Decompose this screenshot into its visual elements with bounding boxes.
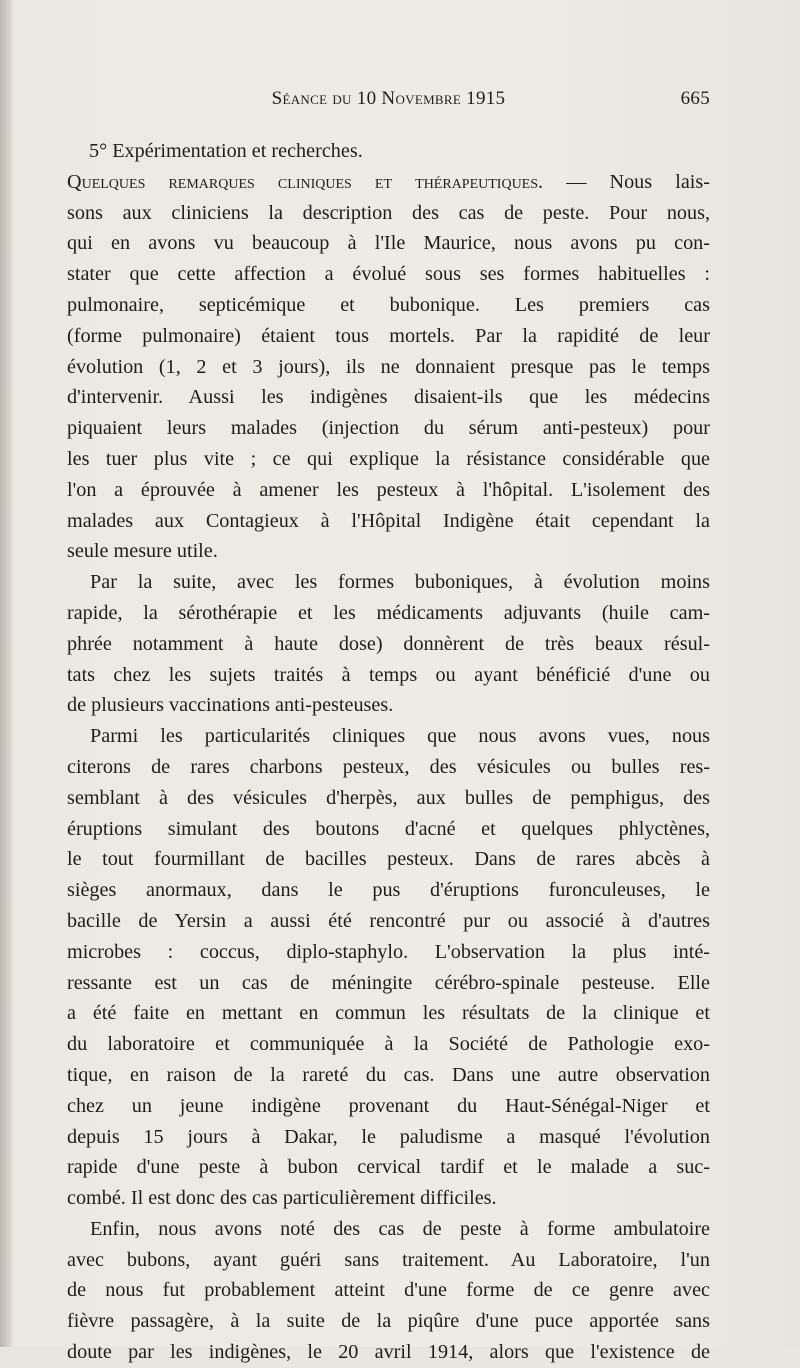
text-line: pulmonaire, septicémique et bubonique. Les premiers cas bbox=[67, 293, 710, 316]
text-line: malades aux Contagieux à l'Hôpital Indigène était cependant la bbox=[67, 509, 710, 532]
running-head bbox=[67, 88, 710, 118]
text-line: tats chez les sujets traités à temps ou ayant bénéficié d'une ou bbox=[67, 663, 710, 686]
text-line: ressante est un cas de méningite cérébro-spinale pesteuse. Elle bbox=[67, 971, 710, 994]
text-line: fièvre passagère, à la suite de la piqûre d'une puce apportée sans bbox=[67, 1310, 710, 1333]
text-line: stater que cette affection a évolué sous ses formes habituelles : bbox=[67, 263, 710, 286]
text-line: avec bubons, ayant guéri sans traitement. Au Laboratoire, l'un bbox=[67, 1248, 710, 1271]
page-number: 665 bbox=[680, 88, 710, 109]
binding-shadow bbox=[0, 0, 14, 1347]
text-line: évolution (1, 2 et 3 jours), ils ne donnaient presque pas le temps bbox=[67, 355, 710, 378]
text-line: combé. Il est donc des cas particulièrement difficiles. bbox=[67, 1187, 497, 1210]
text-line: sons aux cliniciens la description des cas de peste. Pour nous, bbox=[67, 201, 710, 224]
text-line: bacille de Yersin a aussi été rencontré pur ou associé à d'autres bbox=[67, 909, 710, 932]
text-line: depuis 15 jours à Dakar, le paludisme a masqué l'évolution bbox=[67, 1125, 710, 1148]
text-line: de nous fut probablement atteint d'une forme de ce genre avec bbox=[67, 1279, 710, 1302]
text-line: rapide, la sérothérapie et les médicaments adjuvants (huile cam- bbox=[67, 601, 710, 624]
subheading-lead: Quelques remarques cliniques et thérapeutiques. bbox=[67, 170, 544, 193]
text-line: doute par les indigènes, le 20 avril 1914, alors que l'existence de bbox=[67, 1341, 710, 1364]
text-line: du laboratoire et communiquée à la Société de Pathologie exo- bbox=[67, 1033, 710, 1056]
section-heading: 5° Expérimentation et recherches. bbox=[89, 140, 363, 162]
text-line: Enfin, nous avons noté des cas de peste à forme ambulatoire bbox=[90, 1217, 710, 1240]
text-line: Parmi les particularités cliniques que nous avons vues, nous bbox=[90, 725, 710, 748]
text-line: (forme pulmonaire) étaient tous mortels. Par la rapidité de leur bbox=[67, 324, 710, 347]
text-block bbox=[67, 136, 710, 1368]
text-line: d'intervenir. Aussi les indigènes disaient-ils que les médecins bbox=[67, 386, 710, 409]
text-line: chez un jeune indigène provenant du Haut-Sénégal-Niger et bbox=[67, 1094, 710, 1117]
text-line: phrée notamment à haute dose) donnèrent de très beaux résul- bbox=[67, 632, 710, 655]
text-line: seule mesure utile. bbox=[67, 540, 218, 563]
text-line: Par la suite, avec les formes buboniques, à évolution moins bbox=[90, 571, 710, 594]
text-line: piquaient leurs malades (injection du sérum anti-pesteux) pour bbox=[67, 417, 710, 440]
text-line: sièges anormaux, dans le pus d'éruptions furonculeuses, le bbox=[67, 879, 710, 902]
text-line: éruptions simulant des boutons d'acné et quelques phlyctènes, bbox=[67, 817, 710, 840]
text-line: a été faite en mettant en commun les résultats de la clinique et bbox=[67, 1002, 710, 1025]
text-line: semblant à des vésicules d'herpès, aux bulles de pemphigus, des bbox=[67, 786, 710, 809]
text-line: citerons de rares charbons pesteux, des vésicules ou bulles res- bbox=[67, 755, 710, 778]
text-line-tail: — Nous lais- bbox=[543, 170, 710, 193]
text-line: l'on a éprouvée à amener les pesteux à l'hôpital. L'isolement des bbox=[67, 478, 710, 501]
text-line bbox=[67, 167, 710, 198]
running-title: Séance du 10 Novembre 1915 bbox=[271, 88, 506, 109]
text-line: qui en avons vu beaucoup à l'Ile Maurice, nous avons pu con- bbox=[67, 232, 710, 255]
text-line: rapide d'une peste à bubon cervical tardif et le malade a suc- bbox=[67, 1156, 710, 1179]
text-line: le tout fourmillant de bacilles pesteux. Dans de rares abcès à bbox=[67, 848, 710, 871]
text-line: les tuer plus vite ; ce qui explique la résistance considérable que bbox=[67, 447, 710, 470]
text-line: tique, en raison de la rareté du cas. Dans une autre observation bbox=[67, 1063, 710, 1086]
text-line: de plusieurs vaccinations anti-pesteuses. bbox=[67, 694, 394, 717]
text-line: microbes : coccus, diplo-staphylo. L'observation la plus inté- bbox=[67, 940, 710, 963]
